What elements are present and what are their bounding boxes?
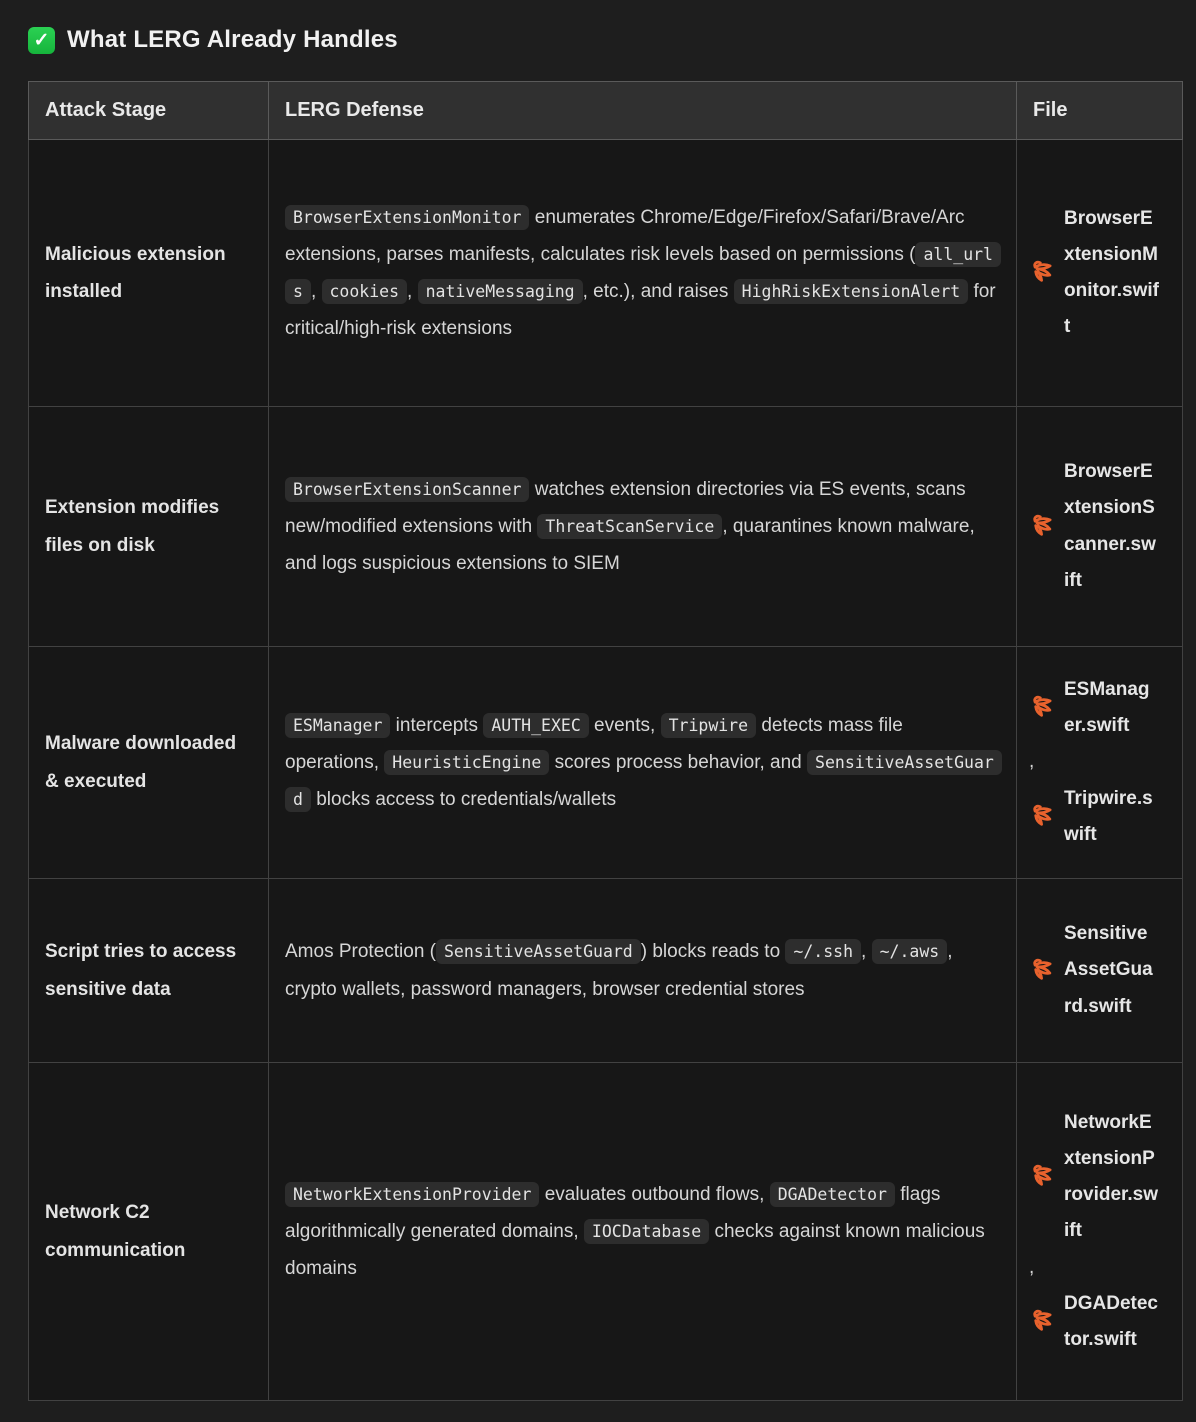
attack-stage-cell: Malicious extension installed	[29, 140, 269, 407]
inline-code-chip: ThreatScanService	[537, 514, 722, 539]
inline-code-chip: nativeMessaging	[418, 279, 583, 304]
inline-code-chip: HeuristicEngine	[384, 750, 549, 775]
file-link[interactable]	[1029, 916, 1160, 1024]
file-name: DGADetector.swift	[1064, 1292, 1158, 1350]
file-cell	[1017, 1063, 1183, 1401]
file-cell	[1017, 647, 1183, 879]
file-link[interactable]	[1029, 1286, 1160, 1358]
file-link-icon	[1029, 802, 1059, 832]
file-link-icon	[1029, 258, 1059, 288]
inline-code-chip: ~/.ssh	[785, 939, 861, 964]
inline-code-chip: ESManager	[285, 713, 390, 738]
file-cell	[1017, 140, 1183, 407]
file-link-icon	[1029, 1307, 1059, 1337]
file-link-icon	[1029, 1162, 1059, 1192]
file-link-icon	[1029, 512, 1059, 542]
file-separator: ,	[1029, 751, 1035, 773]
file-link[interactable]	[1029, 1105, 1160, 1249]
inline-code-chip: BrowserExtensionScanner	[285, 477, 529, 502]
file-name: ESManager.swift	[1064, 679, 1150, 737]
table-row	[29, 1063, 1183, 1401]
file-name: BrowserExtensionScanner.swift	[1064, 461, 1156, 591]
table-row	[29, 140, 1183, 407]
column-header-file: File	[1017, 82, 1183, 140]
lerg-defense-cell: BrowserExtensionMonitor enumerates Chrome/Edge/Firefox/Safari/Brave/Arc extensions, parses manifests, calculates risk levels based on permissions ( all_urls , cookies , nativeMessaging , etc.), and raises HighRiskExtensionAlert for critical/high-risk extensions	[269, 140, 1017, 407]
inline-code-chip: BrowserExtensionMonitor	[285, 205, 529, 230]
attack-stage-cell: Network C2 communication	[29, 1063, 269, 1401]
file-link-icon	[1029, 693, 1059, 723]
page-title: What LERG Already Handles	[67, 26, 398, 53]
lerg-defense-cell: ESManager intercepts AUTH_EXEC events, Tripwire detects mass file operations, HeuristicEngine scores process behavior, and SensitiveAssetGuard blocks access to credentials/wallets	[269, 647, 1017, 879]
inline-code-chip: cookies	[322, 279, 408, 304]
file-name: SensitiveAssetGuard.swift	[1064, 923, 1153, 1017]
table-row	[29, 879, 1183, 1063]
inline-code-chip: AUTH_EXEC	[483, 713, 588, 738]
file-link[interactable]	[1029, 781, 1160, 853]
inline-code-chip: IOCDatabase	[584, 1219, 709, 1244]
page-title-row	[28, 26, 1182, 54]
table-body	[29, 140, 1183, 1401]
inline-code-chip: ~/.aws	[872, 939, 948, 964]
inline-code-chip: HighRiskExtensionAlert	[734, 279, 969, 304]
inline-code-chip: Tripwire	[661, 713, 756, 738]
check-mark-icon: ✓	[28, 27, 55, 54]
lerg-defense-cell: NetworkExtensionProvider evaluates outbound flows, DGADetector flags algorithmically generated domains, IOCDatabase checks against known malicious domains	[269, 1063, 1017, 1401]
table-row	[29, 647, 1183, 879]
lerg-defense-cell: BrowserExtensionScanner watches extension directories via ES events, scans new/modified extensions with ThreatScanService , quarantines known malware, and logs suspicious extensions to SIEM	[269, 407, 1017, 647]
column-header-attack-stage: Attack Stage	[29, 82, 269, 140]
inline-code-chip: NetworkExtensionProvider	[285, 1182, 539, 1207]
inline-code-chip: SensitiveAssetGuard	[285, 750, 1002, 812]
file-link-icon	[1029, 956, 1059, 986]
inline-code-chip: all_urls	[285, 242, 1001, 304]
attack-stage-cell: Script tries to access sensitive data	[29, 879, 269, 1063]
file-link[interactable]	[1029, 201, 1160, 345]
file-separator: ,	[1029, 1256, 1035, 1278]
file-name: Tripwire.swift	[1064, 787, 1153, 845]
table-row	[29, 407, 1183, 647]
inline-code-chip: SensitiveAssetGuard	[436, 939, 641, 964]
inline-code-chip: DGADetector	[770, 1182, 895, 1207]
attack-stage-cell: Malware downloaded & executed	[29, 647, 269, 879]
file-link[interactable]	[1029, 672, 1160, 744]
lerg-handles-table	[28, 81, 1183, 1401]
column-header-lerg-defense: LERG Defense	[269, 82, 1017, 140]
file-link[interactable]	[1029, 454, 1160, 598]
file-cell	[1017, 879, 1183, 1063]
table-header-row	[29, 82, 1183, 140]
lerg-defense-cell: Amos Protection ( SensitiveAssetGuard ) blocks reads to ~/.ssh , ~/.aws , crypto wallets, password managers, browser credential stores	[269, 879, 1017, 1063]
file-name: BrowserExtensionMonitor.swift	[1064, 207, 1159, 338]
attack-stage-cell: Extension modifies files on disk	[29, 407, 269, 647]
file-name: NetworkExtensionProvider.swift	[1064, 1112, 1158, 1242]
file-cell	[1017, 407, 1183, 647]
